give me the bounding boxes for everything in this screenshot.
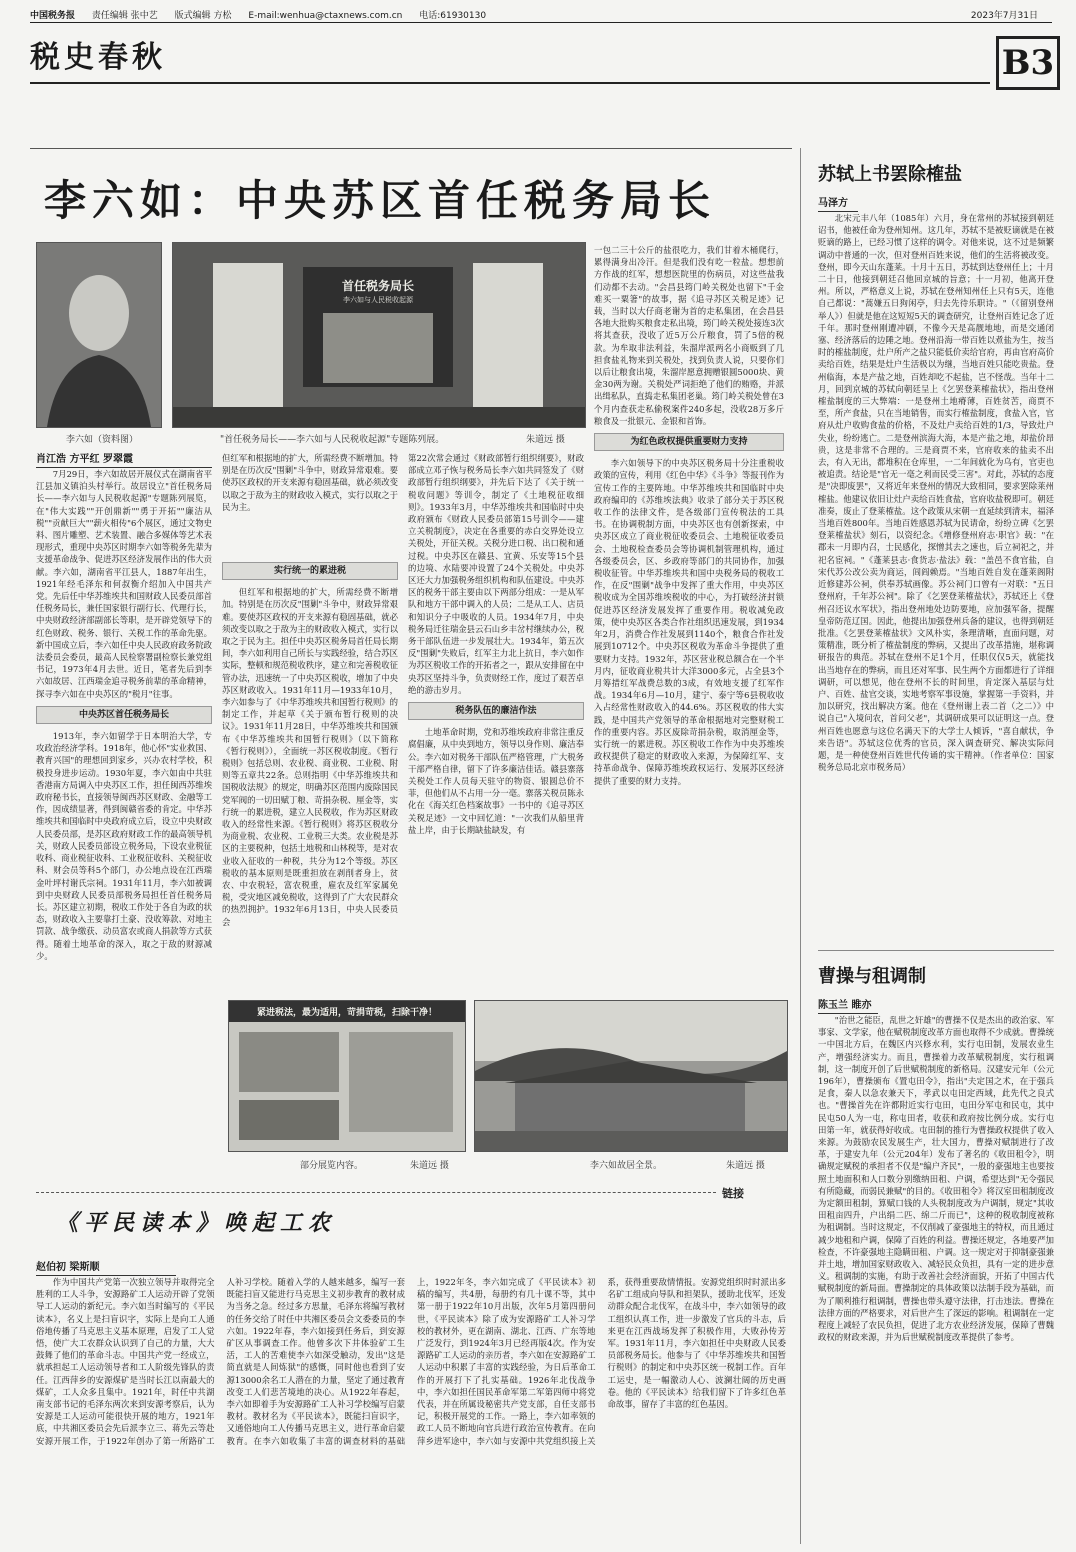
email[interactable]: E-mail:wenhua@ctaxnews.com.cn (248, 11, 403, 21)
lead-byline: 肖江浩 方平红 罗翠霞 (36, 450, 212, 468)
lead-paragraph: 第22次常会通过《财政部暂行组织纲要》，财政部成立邓子恢与税务局长李六如共同签发了《财政部暂行组织纲要》，并先后下达了《关于统一税收问题》等训令，制定了《土地税征收细则》。1933年3月，中华苏维埃共和国临时中央政府颁布《财政人民委员部第15号训令——建立关税制度》，决定在各重要的赤白交界处设立关税处，开征关税。关税分进口税、出口税和通过税。中央苏区在赣县、宜黄、乐安等15个县的边境、水陆要冲设置了24个关税处。中央苏区还大力加强税务组织机构和队伍建设。中央苏区的税务干部主要由以下两部分组成：一是从军队和地方干部中调入的人员；二是从工人、店员和知识分子中吸收的人员。1934年7月，中央税务局迁往瑞金县云石山乡丰岔村继续办公，税务干部队伍进一步发展壮大。1934年，第五次反"围剿"失败后，红军主力北上抗日，李六如作为苏区税收工作的开拓者之一，跟从安排留在中央苏区坚持斗争，负责财经工作，度过了艰苦卓绝的游击岁月。 (408, 453, 584, 695)
lead-paragraph: 土地革命时期，党和苏维埃政府非常注重反腐倡廉，从中央到地方，领导以身作则、廉洁奉公。李六如对税务干部队伍严格管理，广大税务干部严格自律，留下了许多廉洁佳话。赣县寨落关税处工作人员每天驻守的物资、银圆总价不菲，但他们从不占用一分一毫。寨落关税员陈永化在《海关红色档案故事》一书中的《追寻苏区关税足迹》一文中回忆道："一次我们从船里背盐上岸，由于长期缺盐缺发，有 (408, 727, 584, 835)
portrait-photo (36, 242, 162, 428)
subhead-4: 税务队伍的廉洁作法 (408, 702, 584, 720)
exhibit-panel-photo (228, 1000, 466, 1152)
link-rule (36, 1192, 716, 1193)
paper-name: 中国税务报 (30, 11, 76, 21)
bottom-paragraph: 作为中国共产党第一次独立领导并取得完全胜利的工人斗争，安源路矿工人运动开辟了党领导工人运动的新纪元。李六如当时编写的《平民读本》，名义上是扫盲识字，实际上是向工人通俗地传播了马克思主义基本原理，启发了工人觉悟，使广大工农群众认识到了自己的力量，大大鼓舞了他们的革命斗志。中国共产党一经成立，就承担起工人运动领导者和工人阶级先锋队的责任。江西萍乡的安源煤矿是当时长江以南最大的煤矿，工人众多且集中。1921年，时任中共湖南支部书记的毛泽东两次来到安源考察后，认为安源是工人运动可能很快开展的地方，1921年底，中共湘区委员会先后派李立三、蒋先云等赴安源开展工作，于1922年创办了第一所路矿工人补习学校。随着入学的人越来越多，编写一套既能扫盲又能进行马克思主义初步教育的教材成为当务之急。经过多方思量，毛泽东将编写教材的任务交给了时任中共湘区委员会文委委员的李六如。1922年春，李六如接到任务后，到安源矿区从事调查工作。他曾多次下井体验矿工生活，工人的苦难使李六如深受触动，发出"这是简直就是人间炼狱"的感慨，同时他也看到了安源13000余名工人潜在的力量，坚定了通过教育改变工人们悲苦境地的决心。从1922年春起，李六如即着手为安源路矿工人补习学校编写启蒙教材。教材名为《平民读本》，既能扫盲识字，又通俗地向工人传播马克思主义，进行革命启蒙教育。在李六如收集了丰富的调查材料的基础上，1922年冬，李六如完成了《平民读本》初稿的编写，共4册，每册约有几十课不等，其中第一册于1922年10月出版，次年5月第四册问世，《平民读本》除了成为安源路矿工人补习学校的教材外，更在湖南、湖北、江西、广东等地广泛发行，到1924年3月已经再版4次。作为安源路矿工人运动的亲历者，李六如在安源路矿工人运动中积累了丰富的实践经验，为日后革命工作的开展打下了扎实基础。1926年北伐战争中，李六如担任国民革命军第二军第四师中将党代表，并在所属设秘密共产党支部，自任支部书记，积极开展党的工作。一路上，李六如率领的政工人员不断地向官兵进行政治宣传教育。在向萍乡进军途中，李六如与安源中共党组织接上关系，获得重要敌情情报。安源党组织时时派出多名矿工组成向导队和担架队，援助北伐军，还发动群众配合北伐军，在战斗中，李六如领导的政工组织认真工作，进一步激发了官兵的斗志，后来更在江西战场发挥了积极作用，大败孙传芳军。1931年11月，李六如担任中央财政人民委员部税务局长。他参与了《中华苏维埃共和国暂行税则》的制定和中央苏区统一税制工作。百年工运史，是一幅激动人心、波澜壮阔的历史画卷。他的《平民读本》给我们留下了许多红色革命故事，留存了丰富的红色基因。 (36, 1277, 786, 1446)
exhibit-panel-caption: 部分展览内容。 (300, 1161, 364, 1171)
lead-paragraph: 但红军和根据地的扩大，所需经费不断增加。特别是在历次反"围剿"斗争中，财政异常艰难。要使苏区政权的开支来源有稳固基础，就必须改变以取之于敌为主的财政收入模式，实行以取之于民为主。担任中央苏区税务局首任局长期间，李六如利用自己所长与实践经验，结合苏区实际，整顿和规范税收秩序，建立和完善税收征管办法，迅速统一了中央苏区税收，增加了中央苏区财政收入。1931年11月—1933年10月，李六如参与了《中华苏维埃共和国暂行税则》的制定工作，并起草《关于颁布暂行税则的决议》。1931年11月28日，中华苏维埃共和国颁布《中华苏维埃共和国暂行税则》（以下简称《暂行税则》），全面统一苏区税收制度。《暂行税则》包括总则、农业税、商业税、工业税、附则等五章共22条。总则指明《中华苏维埃共和国税收法规》的规定，明确苏区范围内废除国民党军阀的一切田赋丁粮、苛捐杂税、厘金等，实行统一的累进税，建立人民税收，作为苏区财政收入的经常性来源。《暂行税则》将苏区税收分为商业税、农业税、工业税三大类。农业税是苏区的主要税种，包括土地税和山林税等，是对农业收入征收的一种税，共分为12个等级。苏区税收的基本原则是既重担放在剥削者身上，贫农、中农税轻，富农税重，雇农及红军家属免税，受灾地区减免税收，这得到了广大农民群众的热烈拥护。1932年6月13日，中央人民委员会 (222, 587, 398, 927)
side-paragraph: "治世之能臣，乱世之奸雄"的曹操不仅是杰出的政治家、军事家、文学家，他在赋税制度改革方面也取得不少成就。曹操统一中国北方后，在魏区内兴修水利，实行屯田制，发展农业生产，增强经济实力。而且，曹操着力改革赋税制度，实行租调制，这一制度开创了后世赋税制度的新格局。汉建安元年（公元196年），曹操颁布《置屯田令》，指出"夫定国之术，在于强兵足食，秦人以急农兼天下，孝武以屯田定西域，此先代之良式也。"曹操首先在许都附近实行屯田，屯田分军屯和民屯，其中民屯50人为一屯，称屯田者，收获和政府按比例分成。实行屯田第一年，就获得好收成。屯田制的推行为曹操政权提供了收入来源。为鼓励农民发展生产，壮大国力，曹操对赋制进行了改革，于建安九年（公元204年）发布了著名的《收田租令》，明确规定赋税的承担者不仅是"编户齐民"，一般的豪强地主也要按照土地面积和人口数分别缴纳田租、户调，希望达到"无令强民有所隐藏，而弱民兼赋"的目的。《收田租令》将汉室田租制度改为定额田租制，算赋口钱的人头税制度改为户调制，规定"其收田租亩四升，户出绢二匹、绵二斤而已"，这种的税收制度被称为租调制。当时这规定，不仅削减了豪强地主的特权，而且通过减少地租和户调，保障了百姓的利益。曹操还规定，各地要严加检查，不许豪强地主隐瞒田租、户调。这一规定对于抑制豪强兼并土地，增加国家财政收入、减轻民众负担，具有一定的进步意义。租调制的实施，有助于改善社会经济面貌，开拓了中国古代赋税制度的新局面。曹操制定的具体政策以法制手段为基础，而为了顺利推行租调制，曹操也带头遵守法律，打击违法。曹操在法律方面的严格要求，对后世产生了深远的影响。租调制在一定程度上减轻了农民负担，促进了北方农业经济发展，保障了曹魏政权的财政来源，并为后世赋税制度改革提供了参考。 (818, 1015, 1054, 1343)
column-divider (800, 148, 801, 1544)
lead-paragraph: 李六如领导下的中央苏区税务局十分注重税收政策的宣传，利用《红色中华》《斗争》等报刊作为宣传工作的主要阵地。中华苏维埃共和国临时中央政府编印的《苏维埃法典》收录了部分关于苏区税收工作的法律文件，是各级部门宣传税法的工具书。在协调税制方面，中央苏区也有创新探索，中央苏区成立了商业税征收委员会、土地税征收委员会、土地税检查委员会等协调机制管理机构，通过各级委员会，区、乡政府等部门的共同协作，加强税收征管。中华苏维埃共和国中央税务局的税收工作，在反"围剿"战争中发挥了重大作用，中央苏区税收成为全国苏维埃税收的中心，为打破经济封锁促进苏区经济发展发挥了重要作用。税收减免政策，使中央苏区各类合作社组织迅速发展，到1934年2月，消费合作社发展到1140个，粮食合作社发展到10712个。中央苏区税收为革命斗争提供了重要财力支持。1932年，苏区营业税总额合在一个半月内，征收商业税共计大洋3000多元，占全县3个月筹措红军战费总数的3成，有效地支援了红军作战。1934年6月—10月，建宁、泰宁等6县税收收入占经常性财政收入的44.6%。苏区税收的伟大实践，是中国共产党领导的革命根据地对完整财税工作的重要内容。苏区废除苛捐杂税，取消厘金等，实行统一的累进税。苏区税收工作作为中央苏维埃政权提供了稳定的财政收入来源，为保障红军、支持革命战争、保障苏维埃政权运行、发展苏区经济提供了重要的财力支持。 (594, 458, 784, 786)
side-byline-2: 陈玉兰 睢亦 (818, 996, 878, 1014)
bottom-byline: 赵伯初 梁斯顺 (36, 1258, 176, 1276)
side-title-2: 曹操与租调制 (818, 966, 926, 987)
exhibit-panel-scene (229, 1022, 465, 1146)
issue-date: 2023年7月31日 (970, 11, 1038, 21)
editor: 责任编辑 张中艺 (91, 11, 158, 21)
exhibit-sign-subtitle: 李六如与人民税收起源 (343, 296, 413, 304)
lead-paragraph: 7月29日，李六如故居开展仪式在湖南省平江县加义镇泊头村举行。故居设立"首任税务局长——李六如与人民税收起源"专题陈列展览，在"伟大实践""开创鼎新""勇于开拓""廉洁从税""贡献巨大""薪火相传"6个展区，通过文物史料、图片雕塑、艺术装置、融合多媒体等艺术表现形式，重现中央苏区时期李六如等税务先辈为支援革命战争、促进苏区经济发展作出的伟大贡献。李六如，湖南省平江县人，1887年出生，1921年经毛泽东和何叔衡介绍加入中国共产党。先后任中华苏维埃共和国财政人民委员部首任税务局长，兼任国家银行副行长、代理行长，中央财政经济部副部长等职，是开辟党领导下的红色财政、税务、银行、关税工作的革命先驱。新中国成立后，李六如任中央人民政府政务院政法委员会委员，最高人民检察署副检察长兼党组书记，1973年4月去世。近日，笔者先后到李六如故居、江西瑞金追寻税务前辈的革命精神，探寻李六如在中央苏区的"税月"往事。 (36, 469, 212, 699)
residence-scene (475, 1001, 787, 1151)
bottom-article-body (36, 1276, 786, 1544)
lead-title: 李六如：中央苏区首任税务局长 (44, 176, 717, 225)
page-number: B3 (996, 36, 1060, 90)
portrait-figure (37, 243, 161, 427)
portrait-caption: 李六如（资料图） (66, 435, 139, 445)
lead-column-3 (408, 452, 584, 1062)
phone: 电话:61930130 (419, 11, 487, 21)
link-tag: 链接 (722, 1187, 744, 1200)
residence-photo (474, 1000, 788, 1152)
exhibit-photo (172, 242, 586, 428)
exhibit-banner: 紧进税法，最为适用，苛捐苛税，扫除干净！ (229, 1001, 465, 1022)
side-article-2-body (818, 1014, 1054, 1544)
lead-column-4 (594, 244, 784, 1062)
lead-column-1 (36, 468, 212, 1062)
side-divider (818, 950, 1054, 951)
lead-paragraph: 1913年，李六如留学于日本明治大学，专攻政治经济学科。1918年，他心怀"实业救国、教育兴国"的理想回到家乡，兴办农村学校，积极投身进步运动。1930年夏，李六如由中共驻香港南方局调入中央苏区工作，担任闽西苏维埃政府秘书长，直接领导闽西苏区财政、金融等工作，因成绩显著，得到闽赣省委的肯定。中华苏维埃共和国临时中央政府成立后，设立中央财政人民委员部，是苏区政府财政工作的最高领导机关，财政人民委员部设立税务局，下设农业税征收科、商业税征收科、工业税征收科、关税征收科、财会员等科5个部门，办公地点设在江西瑞金叶坪村谢氏宗祠。1931年11月，李六如被调到中央财政人民委员部税务局担任首任税务局长。苏区建立初期，税收工作处于各自为政的状态，财政收入主要靠打土豪、没收筹款、对地主罚款、战争缴获、动员富农或商人捐款等方式获得。随着土地革命的深入，取之于敌的财源减少。 (36, 731, 212, 961)
exhibit-panel-credit: 朱道远 摄 (410, 1161, 449, 1171)
masthead-bar (30, 8, 1052, 23)
side-article-1-body (818, 212, 1054, 942)
side-paragraph: 北宋元丰八年（1085年）六月，身在常州的苏轼接到朝廷诏书，他被任命为登州知州。这几年，苏轼不是被贬谪就是在被贬谪的路上，已经习惯了这样的调令。对他来说，这不过是频繁调动中普通的一次，但对登州百姓来说，他们的生活将被改变。登州，即今天山东蓬莱。十月十五日，苏轼到达登州任上；十月二十日，他接到朝廷召他回京城的旨意；十一月初，他离开登州。所以，严格意义上说，苏轼在登州知州任上只有5天，连他自己都说："蒿嫌五日狗闲亭，归去先待乐职诗。"（《留别登州举人》）但就是他在这短短5天的调查研究，让登州百姓记念了近千年。那时登州刚遭冲刷，不像今天是高靓地地，而是交通闭塞、经济落后的边陲之地。登州沿海一带百姓以煮盐为生，按当时的榷盐制度，灶户所产之盐只能低价卖给官府，再由官府高价卖给百姓，结果是灶户生活极以为继，当地百姓只能吃贵盐。登州临海，本是产盐之地，百姓却吃不起盐，岂不怪哉。当年十二月，回到京城的苏轼向朝廷呈上《乞罢登莱榷盐状》，指出登州榷盐制度的三大弊端：一是登州土地瘠薄，百姓贫苦，商贾不至，所产食盐，只在当地销售，而实行榷盐制度，食盐入官，官府从灶户收购食盐的价格，不及灶户卖给百姓的1/3，导致灶户失业，纷纷逃亡。二是登州滨海大海，本是产盐之地，却盐价昂贵，这是非常不合理的。三是商贾不来，官府收来的盐卖不出去，有入无出，都堆积在仓库里，一二年间就化为乌有，官吏也被追责。结论是"官无一毫之利而民受三害"。对此，苏轼的态度是"决即废罢"，又将近年来登州的情况大致相同，要求罢除莱州榷盐。他建议依旧让灶户卖给百姓食盐，官府收盐税即可。朝廷准奏，废止了登莱榷盐。这个政策从宋朝一直延续到清末，福泽当地百姓800年。当地百姓感恩苏轼为民请命，纷纷立碑《乞罢登莱榷盐状》刻石，以资纪念。《增修登州府志·职官》载："在郡未一月即内召，士民感化，探憎其去之速也，后立祠祀之，并祀名宦祠。"《蓬莱县志·食货志·盐法》载："盖邑不食官盐，自宋代苏公改公卖为商运，闾阎赖焉。"当地百姓自发在蓬莱阁附近修建苏公祠，供奉苏轼画像。苏公祠门口曾有一对联："五日登州府，千年苏公祠"。除了《乞罢登莱榷盐状》，苏轼还上《登州召还议水军状》，指出登州地处边防要地，应加强军备，提醒皇帝防范辽国。因此，他提出加强登州兵备的建议，也得到朝廷批准。《乞罢登莱榷盐状》文风朴实，条理清晰，直面问题，对策精准，既分析了榷盐制度的弊病，又提出了改革措施，堪称调研报告的典范。苏轼在登州不足1个月，任职仅仅5天，就能找出当地存在的弊病，而且还对军事、民生两个方面都进行了详细调研，可以想见，他在登州不长的时间里，肯定深入基层与灶户、百姓、盐官交谈，实地考察军事设施，掌握第一手资料，并加以研究，找出解决方案。他在《登州谢上表二首（之二）》中说自己"入境问农，首问父老"，其调研成果可以证明这一点。登州百姓也愿意与这位名满天下的大学士人倾诉，"喜自献状，争来告语"。苏轼这位优秀的官员，深入调查研究、解决实际问题，是一种使登州百姓世代传诵的实干精神。（作者单位：国家税务总局北京市税务局） (818, 213, 1054, 773)
subhead-2: 实行统一的累进税 (222, 562, 398, 580)
subhead-1: 中央苏区首任税务局长 (36, 706, 212, 724)
header-rule (30, 82, 990, 84)
bottom-title: 《平民读本》唤起工农 (56, 1210, 337, 1236)
residence-caption: 李六如故居全景。 (590, 1161, 663, 1171)
lead-top-rule (30, 148, 792, 149)
exhibit-caption: "首任税务局长——李六如与人民税收起源"专题陈列展。 (220, 435, 445, 445)
side-title-1: 苏轼上书罢除榷盐 (818, 164, 962, 185)
exhibit-sign-title: 首任税务局长 (341, 279, 414, 293)
residence-credit: 朱道远 摄 (726, 1161, 765, 1171)
side-byline-1: 马泽方 (818, 194, 858, 212)
layout-editor: 版式编辑 方松 (174, 11, 232, 21)
section-title: 税史春秋 (30, 40, 166, 75)
subhead-3: 为红色政权提供重要财力支持 (594, 433, 784, 451)
exhibit-scene (173, 243, 585, 427)
exhibit-credit: 朱道远 摄 (526, 435, 565, 445)
lead-column-2-top (222, 452, 398, 556)
lead-paragraph: 但红军和根据地的扩大，所需经费不断增加。特别是在历次反"围剿"斗争中，财政异常艰难。要使苏区政权的开支来源有稳固基础，就必须改变以取之于敌为主的财政收入模式，实行以取之于民为主。 (222, 453, 398, 512)
lead-paragraph: 一包二三十公斤的盐很吃力，我们甘着木桶爬行，累得满身出冷汗。但是我们没有吃一粒盐。想想前方作战的红军，想想医院里的伤病员，对这些盐我们动都不去动。"会昌县筠门岭关税处也留下"千金难买一粟箸"的故事，据《追寻苏区关税足迹》记载，当时以大仔商老谢为首的走私集团，在会昌县各地大批购买粮食走私出境，筠门岭关税处接连3次将其查获，没收了近5万公斤粮食，罚了5倍的税款。为牟取非法利益，朱溜岸派两名小商贩到了几担食盐礼物来到关税处，找到负责人说，只要你们以后让粮食出境，朱溜岸愿意拥赠银圆5000块、黄金30两为谢。关税处严词拒绝了他们的贿赂，并派出缉私队，直捣走私集团老巢。筠门岭关税处曾在3个月内查获走私偷税案件240多起，没收28万多斤粮食及一批银元、金银和首饰。 (594, 245, 784, 426)
